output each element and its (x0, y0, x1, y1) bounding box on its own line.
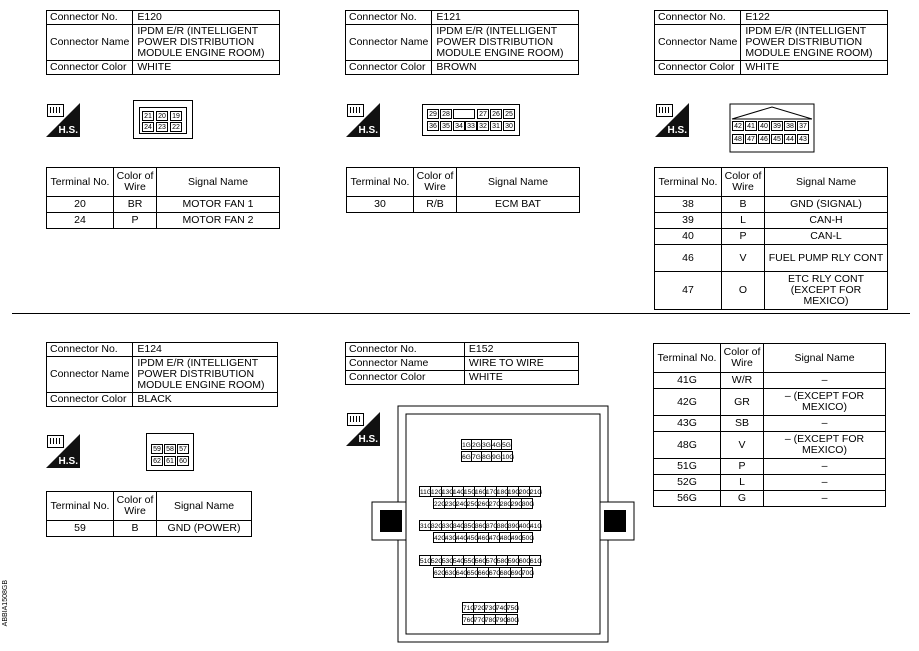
label-connector-name: Connector Name (655, 25, 741, 61)
terminal-table-e122 (654, 167, 888, 310)
harness-side-icon: H.S. (346, 412, 380, 446)
pin: 23 (156, 122, 168, 132)
pin: 69G (510, 567, 522, 578)
header-signal-name: Signal Name (764, 344, 886, 373)
harness-side-icon: H.S. (655, 103, 689, 137)
connector-face-e124 (146, 433, 194, 471)
pin-row (463, 609, 520, 624)
label-connector-color: Connector Color (47, 393, 133, 407)
table-row: 46 V FUEL PUMP RLY CONT (655, 245, 888, 272)
pin: 67G (488, 567, 500, 578)
pin: 1G (461, 439, 472, 450)
header-terminal-no: Terminal No. (347, 168, 414, 197)
pin: 41G (529, 520, 541, 531)
pin: 33G (441, 520, 453, 531)
pin: 27G (488, 498, 500, 509)
connector-color-value: WHITE (741, 61, 888, 75)
pin: 18G (496, 486, 508, 497)
pin: 65G (466, 567, 478, 578)
connector-no-value: E124 (133, 343, 278, 357)
pin: 58G (496, 555, 508, 566)
table-row: 48G V – (EXCEPT FOR MEXICO) (654, 432, 886, 459)
connector-color-value: WHITE (464, 371, 578, 385)
figure-code: ABBIA1508GB (2, 580, 9, 627)
pin: 14G (452, 486, 464, 497)
pin: 6G (461, 451, 472, 462)
header-wire-color: Color of Wire (414, 168, 457, 197)
pin: 31 (490, 121, 502, 131)
pin: 21G (529, 486, 541, 497)
pin: 28G (499, 498, 511, 509)
pin-row (420, 481, 543, 496)
pin: 71G (462, 602, 474, 613)
pin: 62G (433, 567, 445, 578)
connector-name-value: IPDM E/R (INTELLIGENT POWER DISTRIBUTION MODULE ENGINE ROOM) (133, 357, 278, 393)
pin-row (462, 434, 512, 449)
pin: 59 (151, 444, 163, 454)
pin: 59G (507, 555, 519, 566)
pin: 26G (477, 498, 489, 509)
pin: 31G (419, 520, 431, 531)
pin: 26 (490, 109, 502, 119)
pin: 16G (474, 486, 486, 497)
pin: 52G (430, 555, 442, 566)
pin: 37 (797, 121, 809, 131)
harness-side-icon: H.S. (46, 103, 80, 137)
pin: 20 (156, 111, 168, 121)
pin-row (463, 597, 520, 612)
pin: 61 (164, 456, 176, 466)
header-terminal-no: Terminal No. (47, 492, 114, 521)
pin: 42 (732, 121, 744, 131)
connector-color-value: WHITE (133, 61, 280, 75)
pin: 22G (433, 498, 445, 509)
pin: 45G (466, 532, 478, 543)
pin: 34 (453, 121, 465, 131)
connector-no-value: E121 (432, 11, 579, 25)
label-connector-color: Connector Color (655, 61, 741, 75)
pin: 36 (427, 121, 439, 131)
pin: 44G (455, 532, 467, 543)
pin-row (420, 550, 543, 565)
pin: 42G (433, 532, 445, 543)
pin: 72G (473, 602, 485, 613)
pin: 29G (510, 498, 522, 509)
pin: 32G (430, 520, 442, 531)
pin: 77G (473, 614, 485, 625)
pin-row (434, 493, 535, 508)
connector-no-value: E152 (464, 343, 578, 357)
header-signal-name: Signal Name (157, 492, 252, 521)
table-row: 41G W/R – (654, 373, 886, 389)
pin: 30G (521, 498, 533, 509)
connector-no-value: E120 (133, 11, 280, 25)
header-terminal-no: Terminal No. (47, 168, 114, 197)
label-connector-color: Connector Color (47, 61, 133, 75)
pin: 56G (474, 555, 486, 566)
pin: 29 (427, 109, 439, 119)
harness-side-icon: H.S. (46, 434, 80, 468)
connector-name-value: IPDM E/R (INTELLIGENT POWER DISTRIBUTION MODULE ENGINE ROOM) (741, 25, 888, 61)
pin: 55G (463, 555, 475, 566)
pin: 24 (142, 122, 154, 132)
terminal-table-e152 (653, 343, 886, 507)
pin: 53G (441, 555, 453, 566)
pin: 39G (507, 520, 519, 531)
pin: 15G (463, 486, 475, 497)
table-row: 47 O ETC RLY CONT (EXCEPT FOR MEXICO) (655, 272, 888, 310)
header-signal-name: Signal Name (765, 168, 888, 197)
table-row: 24 P MOTOR FAN 2 (47, 213, 280, 229)
pin: 46G (477, 532, 489, 543)
connector-info-e124 (46, 342, 278, 407)
pin: 41 (745, 121, 757, 131)
header-signal-name: Signal Name (157, 168, 280, 197)
pin: 78G (484, 614, 496, 625)
pin: 38G (496, 520, 508, 531)
table-row: 52G L – (654, 475, 886, 491)
pin: 19G (507, 486, 519, 497)
label-connector-color: Connector Color (346, 61, 432, 75)
pin: 17G (485, 486, 497, 497)
label-connector-no: Connector No. (47, 343, 133, 357)
pin: 3G (481, 439, 492, 450)
pin: 9G (491, 451, 502, 462)
pin: 75G (506, 602, 518, 613)
pin: 47G (488, 532, 500, 543)
pin: 10G (501, 451, 513, 462)
pin: 12G (430, 486, 442, 497)
pin: 62 (151, 456, 163, 466)
terminal-table-e124 (46, 491, 252, 537)
table-row: 38 B GND (SIGNAL) (655, 197, 888, 213)
pin: 20G (518, 486, 530, 497)
connector-name-value: IPDM E/R (INTELLIGENT POWER DISTRIBUTION MODULE ENGINE ROOM) (432, 25, 579, 61)
header-wire-color: Color of Wire (114, 492, 157, 521)
table-row: 40 P CAN-L (655, 229, 888, 245)
pin: 21 (142, 111, 154, 121)
table-row: 51G P – (654, 459, 886, 475)
header-wire-color: Color of Wire (721, 344, 764, 373)
pin: 74G (495, 602, 507, 613)
pin: 25 (503, 109, 515, 119)
pin-row (434, 562, 535, 577)
pin: 66G (477, 567, 489, 578)
connector-color-value: BLACK (133, 393, 278, 407)
pin: 40 (758, 121, 770, 131)
connector-color-value: BROWN (432, 61, 579, 75)
table-row: 56G G – (654, 491, 886, 507)
pin: 39 (771, 121, 783, 131)
connector-info-e120 (46, 10, 280, 75)
pin: 2G (471, 439, 482, 450)
label-connector-name: Connector Name (47, 25, 133, 61)
pin: 45 (771, 134, 783, 144)
pin: 33 (465, 121, 477, 131)
pin: 35G (463, 520, 475, 531)
pin: 43G (444, 532, 456, 543)
pin: 30 (503, 121, 515, 131)
table-row: 20 BR MOTOR FAN 1 (47, 197, 280, 213)
pin: 25G (466, 498, 478, 509)
pin-row (434, 527, 535, 542)
pin: 49G (510, 532, 522, 543)
pin: 22 (170, 122, 182, 132)
pin: 46 (758, 134, 770, 144)
pin: 8G (481, 451, 492, 462)
connector-info-e152 (345, 342, 579, 385)
terminal-table-e120 (46, 167, 280, 229)
pin: 36G (474, 520, 486, 531)
pin: 48 (732, 134, 744, 144)
pin: 28 (440, 109, 452, 119)
pin: 80G (506, 614, 518, 625)
pin: 79G (495, 614, 507, 625)
connector-info-e122 (654, 10, 888, 75)
table-row: 43G SB – (654, 416, 886, 432)
pin: 11G (419, 486, 431, 497)
pin: 76G (462, 614, 474, 625)
pin: 23G (444, 498, 456, 509)
pin: 61G (529, 555, 541, 566)
pin: 35 (440, 121, 452, 131)
pin: 50G (521, 532, 533, 543)
connector-no-value: E122 (741, 11, 888, 25)
pin: 34G (452, 520, 464, 531)
pin: 38 (784, 121, 796, 131)
header-terminal-no: Terminal No. (655, 168, 722, 197)
label-connector-color: Connector Color (346, 371, 465, 385)
pin: 43 (797, 134, 809, 144)
label-connector-name: Connector Name (346, 25, 432, 61)
label-connector-no: Connector No. (655, 11, 741, 25)
pin: 5G (501, 439, 512, 450)
section-divider (12, 313, 910, 314)
label-connector-name: Connector Name (346, 357, 465, 371)
table-row: 39 L CAN-H (655, 213, 888, 229)
table-row: 59 B GND (POWER) (47, 521, 252, 537)
label-connector-no: Connector No. (47, 11, 133, 25)
pin: 13G (441, 486, 453, 497)
connector-face-e121 (422, 104, 520, 136)
pin: 68G (499, 567, 511, 578)
pin: 7G (471, 451, 482, 462)
pin: 37G (485, 520, 497, 531)
label-connector-name: Connector Name (47, 357, 133, 393)
pin-row (420, 515, 543, 530)
connector-name-value: IPDM E/R (INTELLIGENT POWER DISTRIBUTION MODULE ENGINE ROOM) (133, 25, 280, 61)
pin: 60G (518, 555, 530, 566)
pin: 47 (745, 134, 757, 144)
label-connector-no: Connector No. (346, 11, 432, 25)
pin: 4G (491, 439, 502, 450)
pin: 54G (452, 555, 464, 566)
header-signal-name: Signal Name (457, 168, 580, 197)
header-wire-color: Color of Wire (114, 168, 157, 197)
pin: 19 (170, 111, 182, 121)
harness-side-icon: H.S. (346, 103, 380, 137)
pin: 73G (484, 602, 496, 613)
connector-name-value: WIRE TO WIRE (464, 357, 578, 371)
pin-row (462, 446, 515, 461)
connector-face-e120 (133, 100, 193, 139)
connector-info-e121 (345, 10, 579, 75)
label-connector-no: Connector No. (346, 343, 465, 357)
pin: 44 (784, 134, 796, 144)
pin: 60 (177, 456, 189, 466)
pin: 58 (164, 444, 176, 454)
pin: 48G (499, 532, 511, 543)
pin: 63G (444, 567, 456, 578)
terminal-table-e121 (346, 167, 580, 213)
pin: 32 (477, 121, 489, 131)
pin: 57G (485, 555, 497, 566)
header-terminal-no: Terminal No. (654, 344, 721, 373)
pin: 51G (419, 555, 431, 566)
pin: 27 (477, 109, 489, 119)
header-wire-color: Color of Wire (722, 168, 765, 197)
pin: 57 (177, 444, 189, 454)
pin: 24G (455, 498, 467, 509)
key-slot (453, 109, 475, 119)
table-row: 42G GR – (EXCEPT FOR MEXICO) (654, 389, 886, 416)
table-row: 30 R/B ECM BAT (347, 197, 580, 213)
pin: 64G (455, 567, 467, 578)
pin: 40G (518, 520, 530, 531)
pin: 70G (521, 567, 533, 578)
